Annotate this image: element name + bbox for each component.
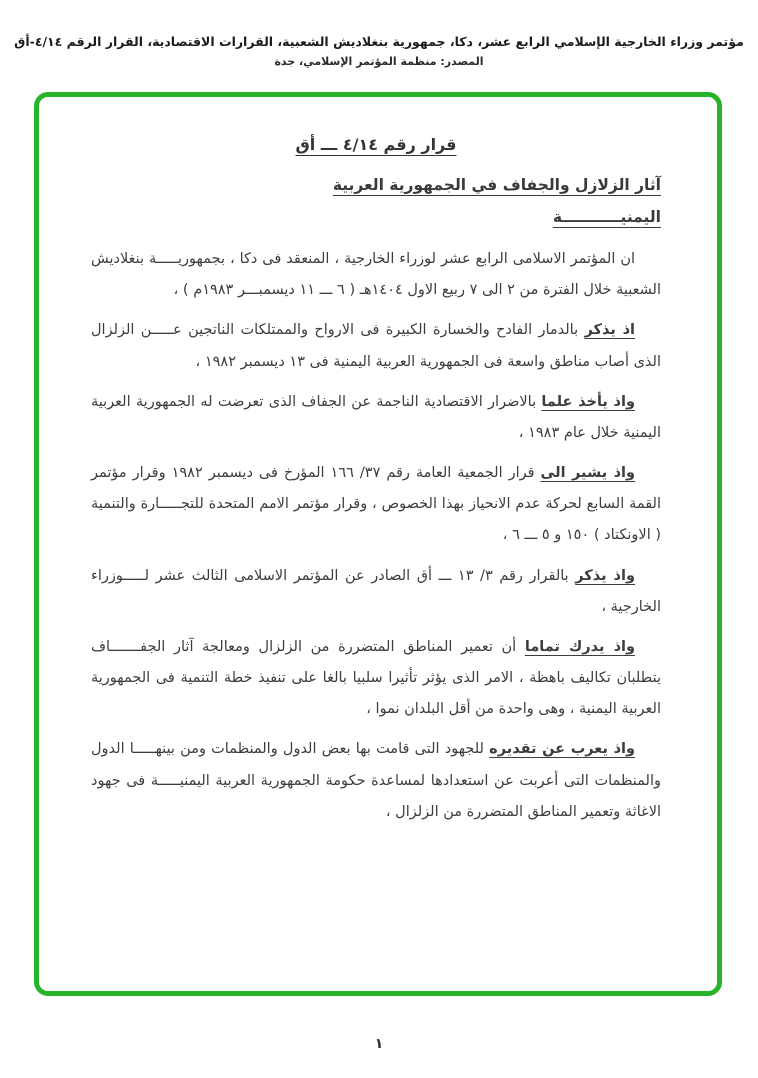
paragraph-lead: واذ يذكر (575, 567, 635, 584)
paragraph-aware-costs (91, 632, 661, 726)
resolution-subject-text2: اليمنيـــــــــــة (552, 208, 661, 226)
paragraph-referring-resolutions (91, 458, 661, 552)
paragraph-text: بالدمار الفادح والخسارة الكبيرة فى الارواح والممتلكات الناتجين عـــــن الزلزال الذى أصاب مناطق واسعة فى الجمهورية العربية اليمنية فى ١٣ ديسمبر ١٩٨٢ ، (91, 322, 661, 370)
resolution-body (39, 97, 717, 828)
paragraph-text: أن تعمير المناطق المتضررة من الزلزال ومعالجة آثار الجفـــــــاف يتطلبان تكاليف باهظة ، الامر الذى يؤثر تأثيرا سلبيا بالغا على تنفيذ خطة التنمية فى الجمهورية العربية اليمنية ، وهى واحدة من أقل البلدان نموا ، (91, 638, 661, 718)
paragraph-lead: واذ يعرب عن تقديره (489, 741, 635, 758)
paragraph-text: ان المؤتمر الاسلامى الرابع عشر لوزراء الخارجية ، المنعقد فى دكا ، بجمهوريـــــة بنغلاديش الشعبية خلال الفترة من ٢ الى ٧ ربيع الاول ١٤٠٤هـ ( ٦ ـــ ١١ ديسمبـــر ١٩٨٣م ) ، (91, 251, 661, 299)
page-footer (0, 1036, 758, 1052)
resolution-subject-text1: آثار الزلازل والجفاف في الجمهورية العربية (332, 176, 661, 194)
paragraph-lead: واذ يدرك تماما (524, 638, 635, 655)
paragraph-text: للجهود التى قامت بها بعض الدول والمنظمات ومن بينهـــــا الدول والمنظمات التى أعربت عن استعدادها لمساعدة حكومة الجمهورية العربية اليمنيـــــة فى جهود الاغاثة وتعمير المناطق المتضررة من الزلزال ، (91, 741, 661, 820)
resolution-subject-line1 (91, 176, 661, 194)
paragraph-noting-drought (91, 387, 661, 449)
resolution-number-text: قرار رقم ٤/١٤ ـــ أق (295, 135, 457, 154)
paragraph-text: بالقرار رقم ٣/ ١٣ ـــ أق الصادر عن المؤتمر الاسلامى الثالث عشر لـــــوزراء الخارجية ، (91, 567, 661, 615)
paragraph-expressing-appreciation (91, 734, 661, 828)
paragraph-text: بالاضرار الاقتصادية الناجمة عن الجفاف الذى تعرضت له الجمهورية العربية اليمنية خلال عام ١٩٨٣ ، (91, 393, 661, 441)
header-citation-line: مؤتمر وزراء الخارجية الإسلامي الرابع عشر، دكا، جمهورية بنغلاديش الشعبية، القرارات الاقتصادية، القرار الرقم ٤/١٤-أق (14, 34, 744, 49)
paragraph-text: قرار الجمعية العامة رقم ٣٧/ ١٦٦ المؤرخ فى ديسمبر ١٩٨٢ وقرار مؤتمر القمة السابع لحركة عدم الانحياز بهذا الخصوص ، وقرار مؤتمر الامم المتحدة للتجـــــارة والتنمية ( الاونكتاد ) ١٥٠ و ٥ ـــ ٦ ، (91, 465, 661, 544)
header-source-line: المصدر: منظمة المؤتمر الإسلامي، جدة (274, 55, 484, 68)
document-header (0, 34, 758, 68)
page-number: ١ (374, 1036, 384, 1052)
paragraph-lead: اذ يذكر (584, 322, 635, 339)
paragraph-preamble (91, 244, 661, 306)
resolution-number-title (91, 135, 661, 154)
paragraph-recalling-damage (91, 315, 661, 377)
paragraph-recalling-resolution (91, 561, 661, 623)
scan-highlight-frame (34, 92, 722, 996)
paragraph-lead: واذ يشير الى (540, 465, 635, 482)
paragraph-lead: واذ يأخذ علما (541, 393, 635, 410)
resolution-subject-line2 (91, 208, 661, 226)
